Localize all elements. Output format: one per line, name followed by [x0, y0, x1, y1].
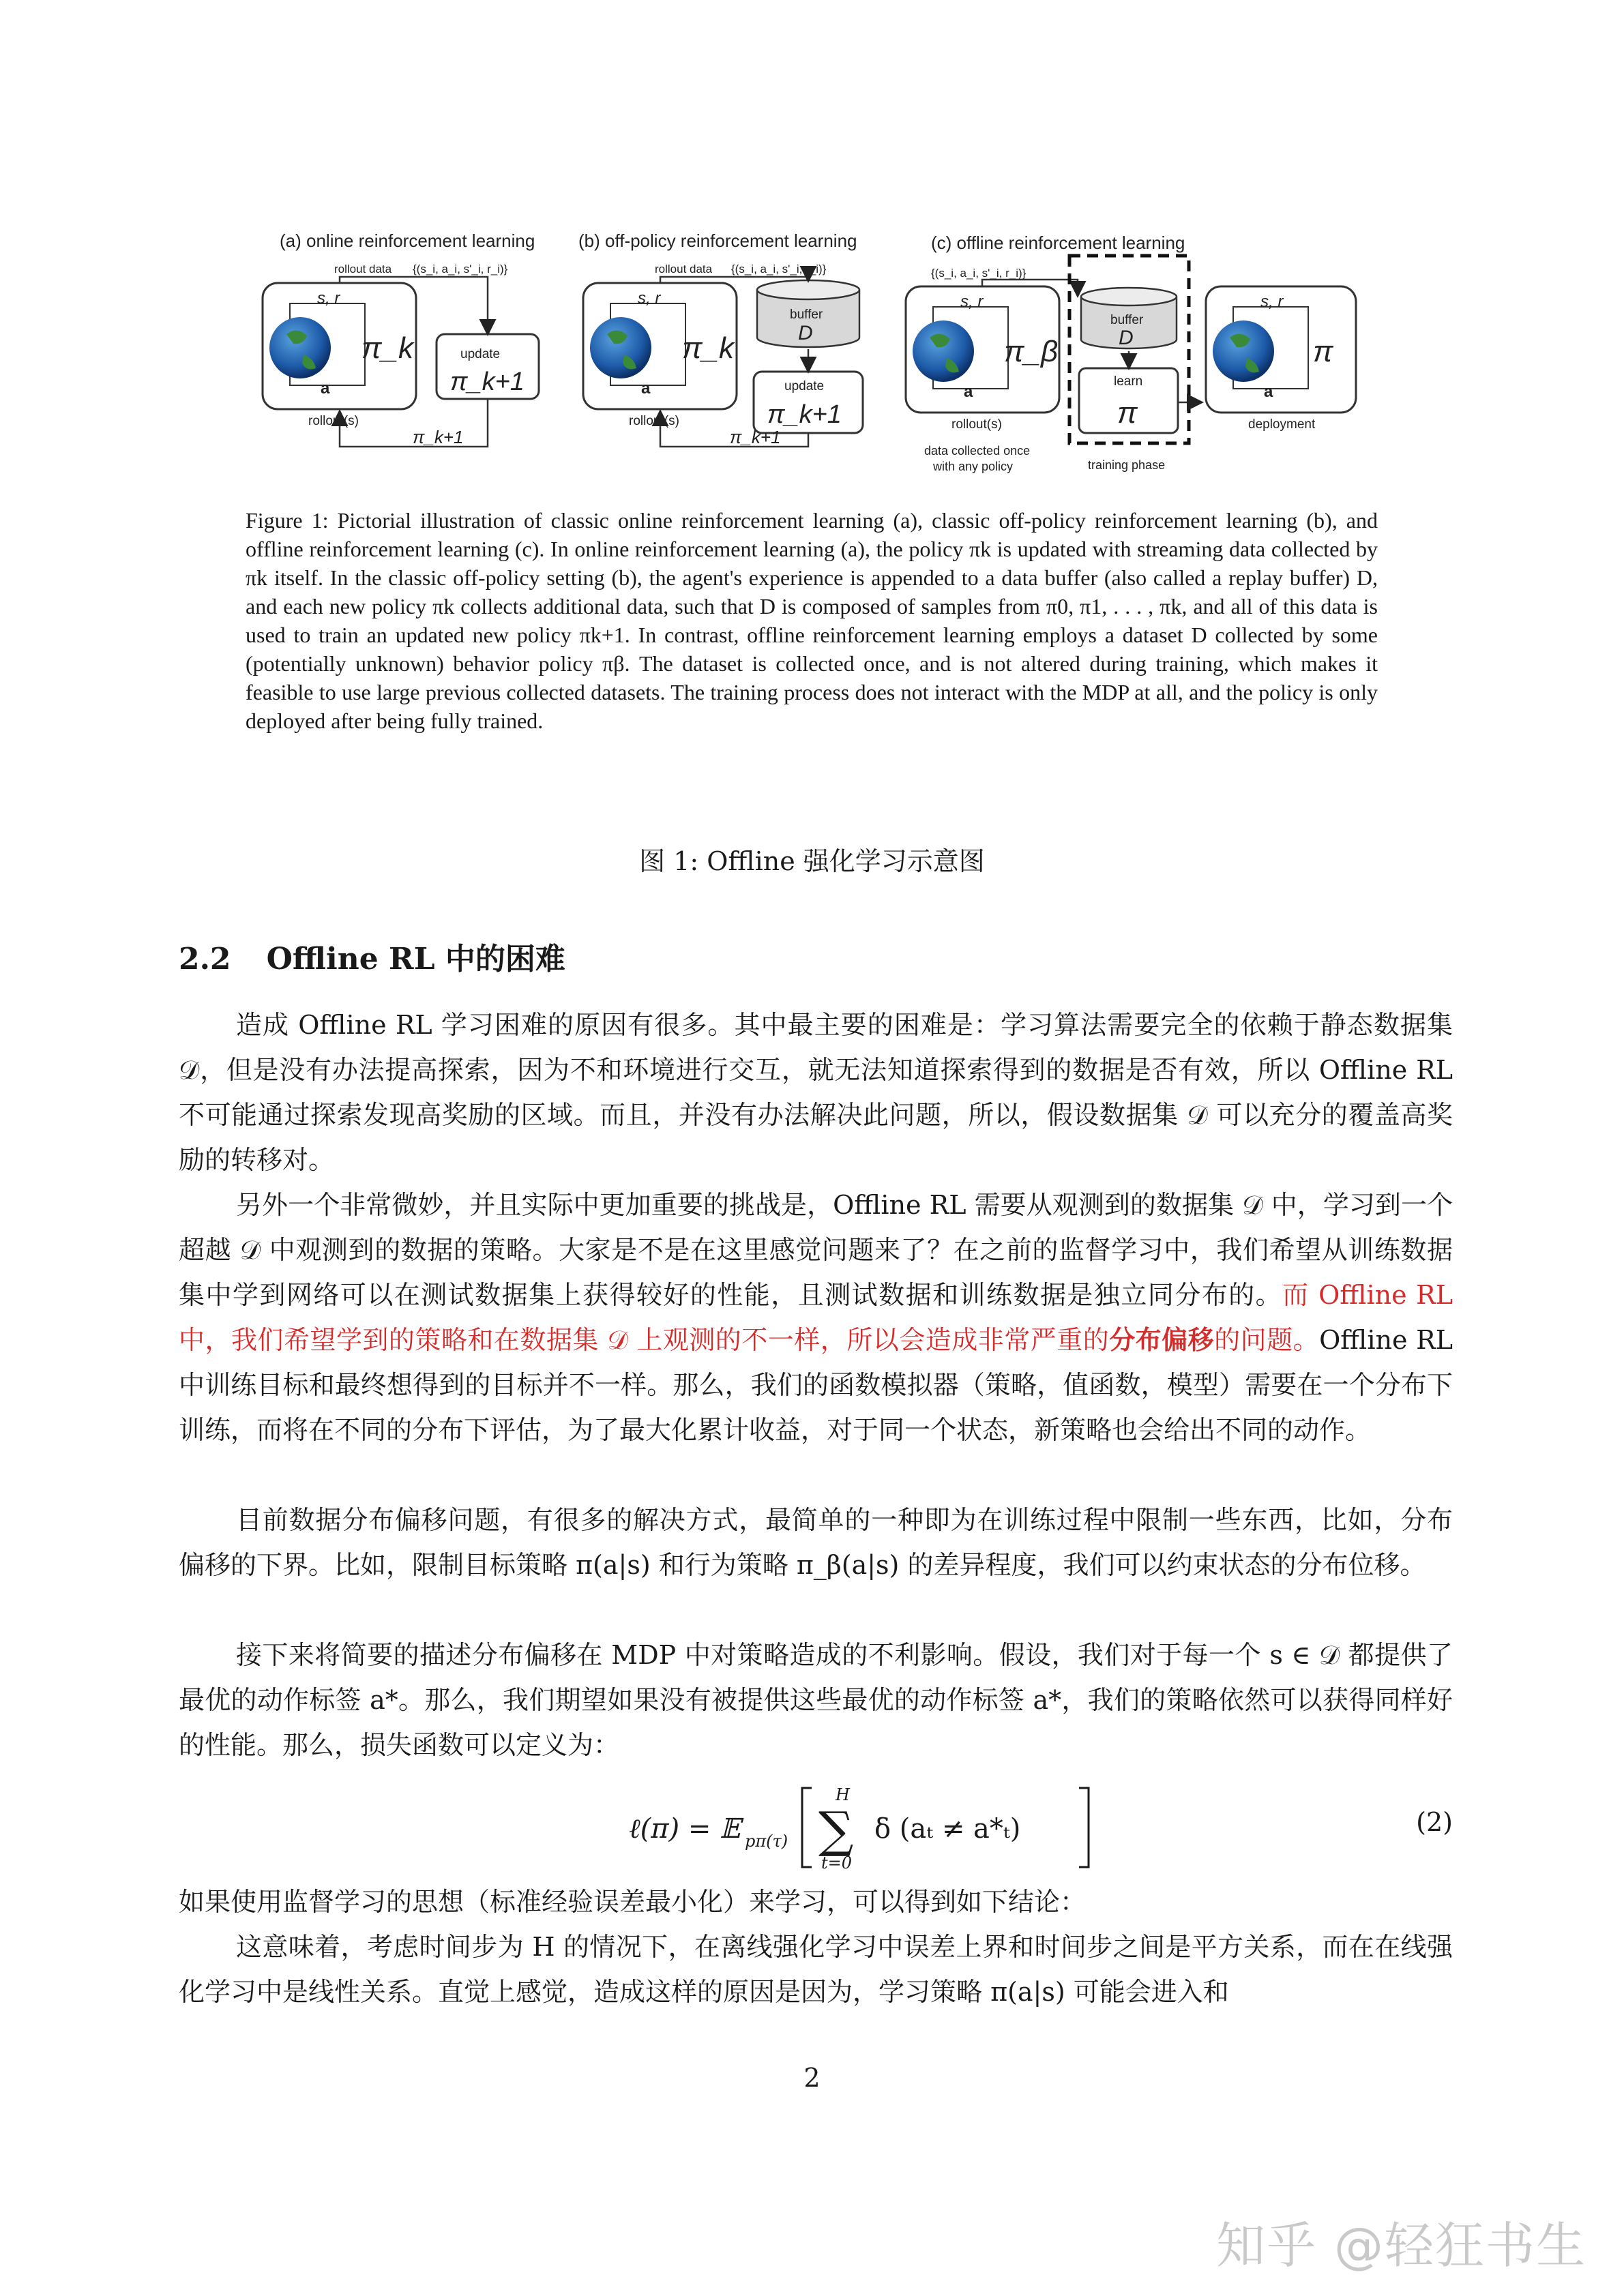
panel-c-title: (c) offline reinforcement learning	[931, 233, 1185, 253]
svg-text:π: π	[1313, 335, 1333, 368]
panel-c	[906, 233, 1356, 473]
section-number: 2.2	[179, 942, 231, 976]
figure-caption-zh: 图 1: Offline 强化学习示意图	[639, 846, 985, 876]
svg-text:π_k+1: π_k+1	[730, 427, 781, 447]
equation-number: (2)	[1416, 1807, 1453, 1837]
paragraph-3: 目前数据分布偏移问题，有很多的解决方式，最简单的一种即为在训练过程中限制一些东西，比如，分布偏移的下界。比如，限制目标策略 π(a|s) 和行为策略 π_β(a|s) 的差异程度，我们可以约束状态的分布位移。	[179, 1505, 1453, 1580]
panel-b-title: (b) off-policy reinforcement learning	[578, 230, 857, 251]
svg-text:update: update	[784, 379, 825, 393]
svg-text:rollout(s): rollout(s)	[951, 417, 1002, 432]
svg-text:learn: learn	[1114, 374, 1143, 389]
paragraph-4: 接下来将简要的描述分布偏移在 MDP 中对策略造成的不利影响。假设，我们对于每一个 s ∈ 𝒟 都提供了最优的动作标签 a*。那么，我们期望如果没有被提供这些最优的动作标签 a*，我们的策略依然可以获得同样好的性能。那么，损失函数可以定义为：	[179, 1640, 1453, 1760]
svg-text:s, r: s, r	[960, 293, 984, 311]
paragraph-2	[179, 1182, 1453, 1452]
svg-text:pπ(τ): pπ(τ)	[745, 1832, 788, 1851]
svg-text:data collected once: data collected once	[924, 444, 1031, 458]
earth-icon	[913, 320, 974, 382]
svg-text:D: D	[798, 322, 813, 344]
highlighted-bold-text: 分布偏移	[1109, 1324, 1215, 1355]
svg-text:rollout data: rollout data	[334, 263, 392, 275]
svg-text:s, r: s, r	[317, 289, 340, 308]
svg-text:training phase: training phase	[1088, 458, 1166, 472]
earth-icon	[269, 317, 331, 378]
svg-text:π_k: π_k	[682, 331, 734, 365]
paragraph-2-text-a: 另外一个非常微妙，并且实际中更加重要的挑战是，Offline RL 需要从观测到的数据集 𝒟 中，学习到一个超越 𝒟 中观测到的数据的策略。大家是不是在这里感觉问题来了？在之前的监督学习中，我们希望从训练数据集中学到网络可以在测试数据集上获得较好的性能，且测试数据和训练数据是独立同分布的。	[179, 1190, 1453, 1310]
svg-text:D: D	[1119, 327, 1134, 349]
svg-text:{(s_i, a_i, s'_i, r_i)}: {(s_i, a_i, s'_i, r_i)}	[931, 267, 1027, 280]
svg-text:{(s_i, a_i, s'_i, r_i)}: {(s_i, a_i, s'_i, r_i)}	[413, 263, 508, 275]
highlighted-text: 而 Offline RL 中，我们希望学到的策略和在数据集 𝒟 上观测的不一样，所以会造成非常严重的	[179, 1280, 1453, 1355]
svg-text:rollout(s): rollout(s)	[308, 414, 359, 428]
paragraph-5: 如果使用监督学习的思想（标准经验误差最小化）来学习，可以得到如下结论：	[179, 1887, 1087, 1917]
svg-text:π_k+1: π_k+1	[767, 400, 842, 429]
watermark: 知乎 @轻狂书生	[1216, 2217, 1586, 2274]
figure-caption-en: Figure 1: Pictorial illustration of classic online reinforcement learning (a), classic off-policy reinforcement learning (b), and offline reinforcement learning (c). In online reinforcement learning (a), the policy πk is updated with streaming data collected by πk itself. In the classic off-policy setting (b), the agent's experience is appended to a data buffer (also called a replay buffer) D, and each new policy πk collects additional data, such that D is composed of samples from π0, π1, . . . , πk, and all of this data is used to train an updated new policy πk+1. In contrast, offline reinforcement learning employs a dataset D collected by some (potentially unknown) behavior policy πβ. The dataset is collected once, and is not altered during training, which makes it feasible to use large previous collected datasets. The training process does not interact with the MDP at all, and the policy is only deployed after being fully trained.	[246, 508, 1378, 733]
svg-text:∑: ∑	[818, 1801, 854, 1858]
svg-text:ℓ(π) = 𝔼: ℓ(π) = 𝔼	[629, 1813, 741, 1845]
svg-text:a: a	[964, 383, 973, 401]
svg-text:a: a	[321, 379, 330, 398]
equation-2	[179, 1773, 1453, 1875]
equation-render	[179, 1773, 1453, 1875]
svg-text:H: H	[836, 1785, 850, 1804]
svg-text:π_k+1: π_k+1	[450, 368, 525, 396]
section-title: Offline RL 中的困难	[266, 942, 565, 976]
panel-b	[578, 230, 863, 447]
panel-a-title: (a) online reinforcement learning	[280, 230, 535, 251]
svg-text:s, r: s, r	[1260, 293, 1284, 311]
svg-text:with any policy: with any policy	[933, 460, 1014, 473]
earth-icon	[1213, 320, 1274, 382]
paragraph-1: 造成 Offline RL 学习困难的原因有很多。其中最主要的困难是：学习算法需要完全的依赖于静态数据集 𝒟，但是没有办法提高探索，因为不和环境进行交互，就无法知道探索得到的数据是否有效，所以 Offline RL 不可能通过探索发现高奖励的区域。而且，并没有办法解决此问题，所以，假设数据集 𝒟 可以充分的覆盖高奖励的转移对。	[179, 1010, 1453, 1175]
svg-text:deployment: deployment	[1248, 417, 1316, 432]
svg-text:buffer: buffer	[1110, 313, 1144, 327]
svg-text:a: a	[1264, 383, 1273, 401]
svg-text:rollout(s): rollout(s)	[629, 414, 679, 428]
svg-text:π_k: π_k	[361, 331, 413, 365]
svg-text:buffer: buffer	[790, 308, 823, 322]
highlighted-text-end: 的问题。	[1214, 1325, 1320, 1355]
svg-text:δ (aₜ ≠ a*ₜ): δ (aₜ ≠ a*ₜ)	[874, 1813, 1021, 1845]
section-heading	[179, 934, 565, 978]
panel-a	[263, 230, 539, 447]
svg-text:a: a	[641, 379, 651, 398]
svg-text:t=0: t=0	[821, 1853, 853, 1873]
svg-text:rollout data: rollout data	[655, 263, 713, 275]
page-number: 2	[803, 2063, 821, 2093]
paragraph-6: 这意味着，考虑时间步为 H 的情况下，在离线强化学习中误差上界和时间步之间是平方关系，而在在线强化学习中是线性关系。直觉上感觉，造成这样的原因是因为，学习策略 π(a|s) 可能会进入和	[179, 1932, 1453, 2007]
svg-text:π_β: π_β	[1004, 335, 1059, 368]
earth-icon	[590, 317, 651, 378]
svg-text:{(s_i, a_i, s'_i, r_i)}: {(s_i, a_i, s'_i, r_i)}	[731, 263, 827, 275]
svg-text:s, r: s, r	[638, 289, 661, 308]
svg-text:update: update	[460, 347, 501, 361]
paragraph-2-text-b: Offline RL 中训练目标和最终想得到的目标并不一样。那么，我们的函数模拟器（策略，值函数，模型）需要在一个分布下训练，而将在不同的分布下评估，为了最大化累计收益，对于同一个状态，新策略也会给出不同的动作。	[179, 1325, 1453, 1445]
rl-diagram-figure	[239, 218, 1398, 491]
svg-text:π_k+1: π_k+1	[413, 427, 464, 447]
svg-text:π: π	[1117, 396, 1138, 430]
